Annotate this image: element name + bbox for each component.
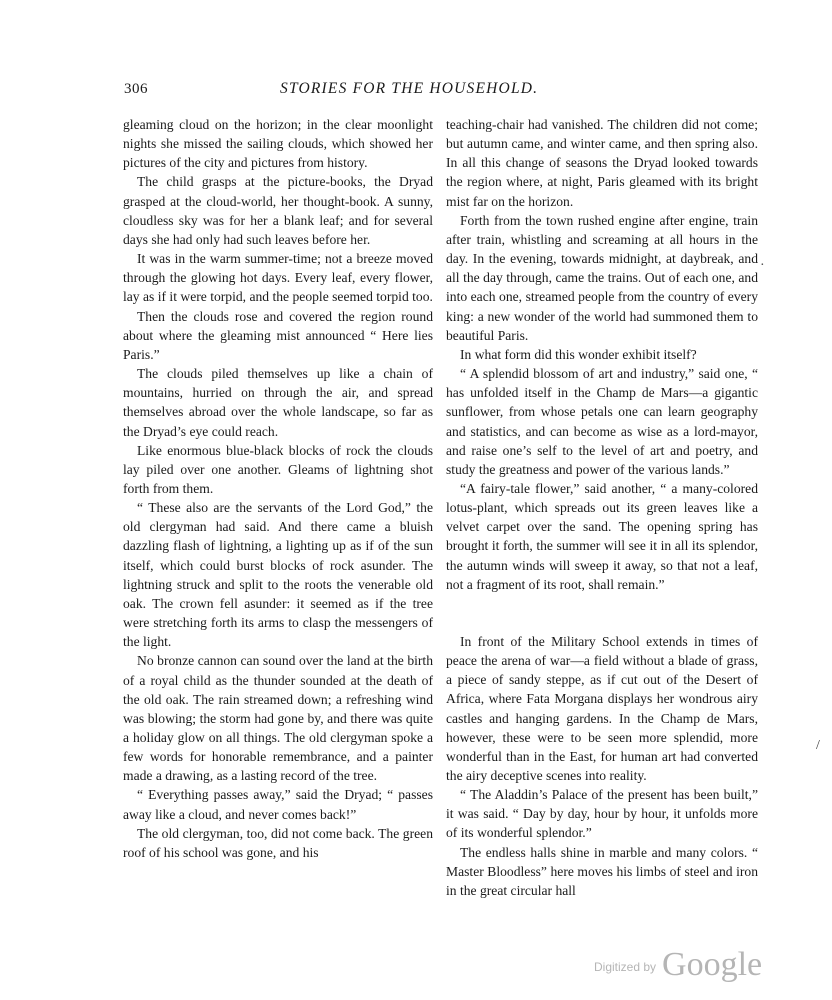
paragraph: No bronze cannon can sound over the land at the birth of a royal child as the thunder sounded at the death of the old oak. The rain streamed down; a refreshing wind was blowing; the storm had gone by, and there was quite a holiday glow on all things. The old clergyman spoke a few words for honorable remembrance, and a painter made a drawing, as a lasting record of the tree. xyxy=(123,653,433,784)
paragraph: gleaming cloud on the horizon; in the clear moonlight nights she missed the sailing clouds, which showed her pictures of the city and pictures from history. xyxy=(123,117,433,171)
stray-mark: · xyxy=(760,258,765,273)
paragraph: It was in the warm summer-time; not a breeze moved through the glowing hot days. Every leaf, every flower, lay as if it were torpid, and the people seemed torpid too. xyxy=(123,251,433,305)
paragraph: “ Everything passes away,” said the Dryad; “ passes away like a cloud, and never comes back!” xyxy=(123,787,433,822)
paragraph: “A fairy-tale flower,” said another, “ a many-colored lotus-plant, which spreads out its green leaves like a velvet carpet over the sand. The opening spring has brought it forth, the summer will see it in all its splendor, the autumn winds will sweep it away, so that not a leaf, not a fragment of its root, shall remain.” xyxy=(446,480,758,592)
paragraph: The endless halls shine in marble and many colors. “ Master Bloodless” here moves his limbs of steel and iron in the great circular hall xyxy=(446,844,758,898)
paragraph: Like enormous blue-black blocks of rock the clouds lay piled over one another. Gleams of lightning shot forth from them. xyxy=(123,442,433,496)
running-head: STORIES FOR THE HOUSEHOLD. xyxy=(280,80,539,97)
paragraph: “ The Aladdin’s Palace of the present has been built,” it was said. “ Day by day, hour by hour, it unfolds more of its wonderful splendor.” xyxy=(446,787,758,841)
paragraph: In front of the Military School extends in times of peace the arena of war—a field without a blade of grass, a piece of sandy steppe, as if cut out of the Desert of Africa, where Fata Morgana displays her wondrous airy castles and hanging gardens. In the Champ de Mars, however, these were to be seen more splendid, more wonderful than in the East, for human art had converted the airy deceptive scenes into reality. xyxy=(446,633,758,783)
paragraph: The child grasps at the picture-books, the Dryad grasped at the cloud-world, her thought-book. A sunny, cloudless sky was for her a blank leaf; and for several days she had only had such leaves before her. xyxy=(123,174,433,247)
paragraph: “ A splendid blossom of art and industry,” said one, “ has unfolded itself in the Champ de Mars—a gigantic sunflower, from whose petals one can learn geography and statistics, and can become as wise as a lord-mayor, and raise one’s self to the level of art and poetry, and study the greatness and power of the various lands.” xyxy=(446,366,758,477)
paragraph: The old clergyman, too, did not come back. The green roof of his school was gone, and his xyxy=(123,825,433,860)
paragraph: The clouds piled themselves up like a chain of mountains, hurried on through the air, and spread themselves abroad over the whole landscape, so far as the Dryad’s eye could reach. xyxy=(123,366,433,439)
paragraph: teaching-chair had vanished. The children did not come; but autumn came, and winter came, and then spring also. In all this change of seasons the Dryad looked towards the region where, at night, Paris gleamed with its bright mist far on the horizon. xyxy=(446,117,758,209)
watermark-prefix: Digitized by xyxy=(594,960,657,974)
paragraph: Then the clouds rose and covered the region round about where the gleaming mist announced “ Here lies Paris.” xyxy=(123,308,433,362)
digitized-by-google-watermark xyxy=(594,946,762,984)
paragraph: Forth from the town rushed engine after engine, train after train, whistling and screaming at all hours in the day. In the evening, towards midnight, at daybreak, and all the day through, came the trains. Out of each one, and into each one, streamed people from the country of every king: a new wonder of the world had summoned them to beautiful Paris. xyxy=(446,212,758,343)
page-number: 306 xyxy=(124,81,148,97)
stray-mark: / xyxy=(816,738,820,753)
right-column xyxy=(446,115,758,900)
left-column xyxy=(123,115,433,862)
paragraph: “ These also are the servants of the Lord God,” the old clergyman had said. And there came a bluish dazzling flash of lightning, a lighting up as if of the sun itself, which could burst blocks of rock asunder. The lightning struck and split to the roots the venerable old oak. The crown fell asunder: it seemed as if the tree were stretching forth its arms to clasp the messengers of the light. xyxy=(123,500,433,650)
google-logo: Google xyxy=(662,946,763,983)
paragraph: In what form did this wonder exhibit itself? xyxy=(460,346,697,362)
